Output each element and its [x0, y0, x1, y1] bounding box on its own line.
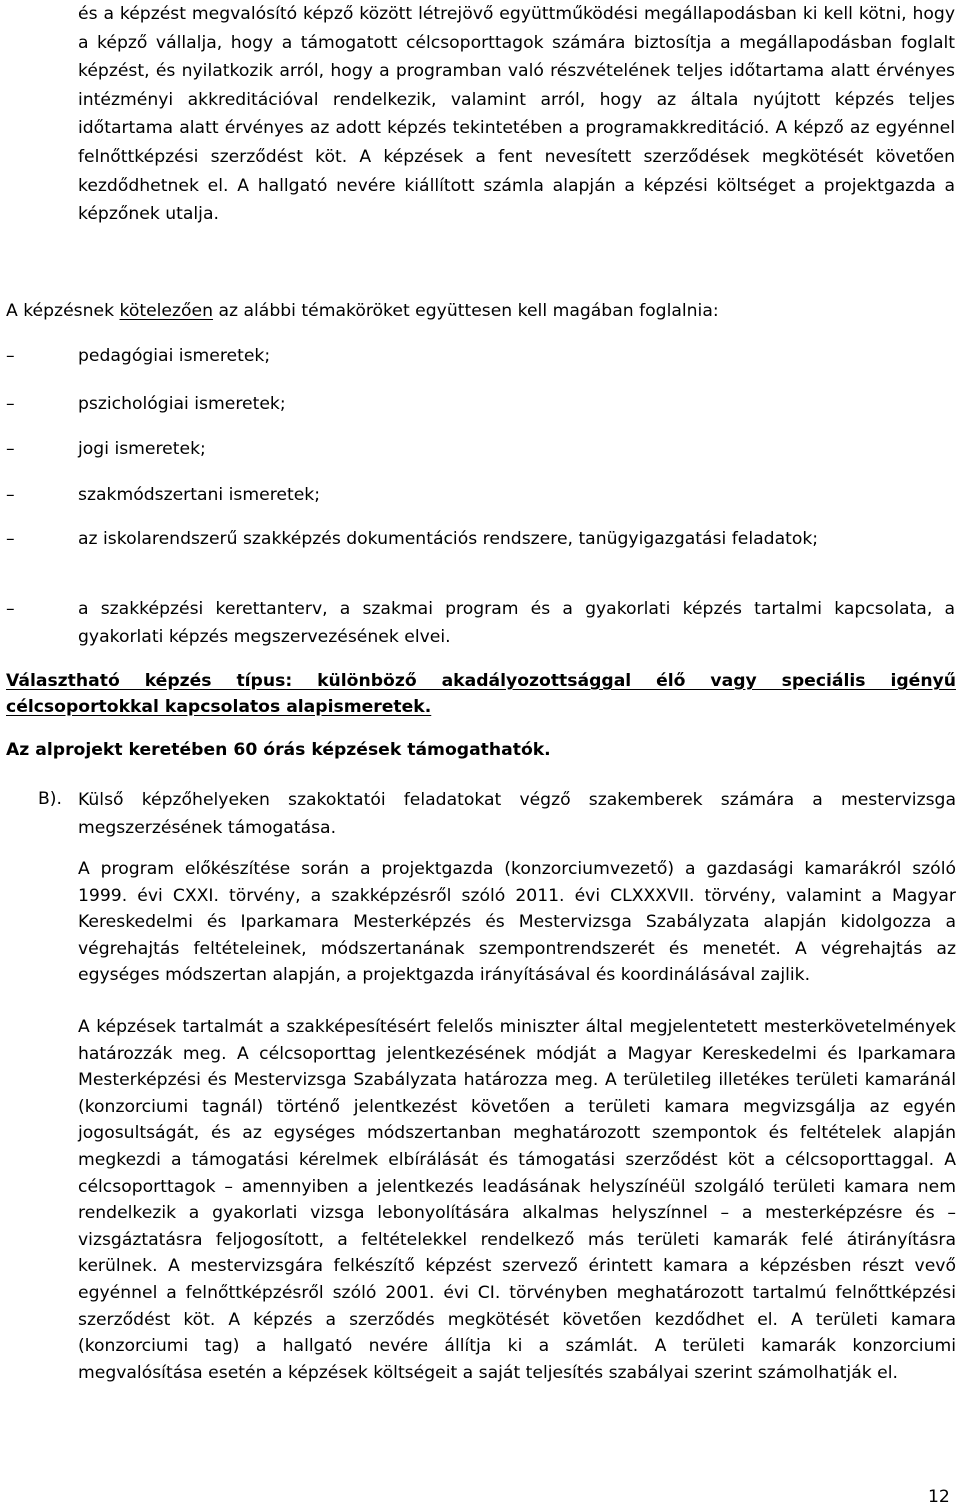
section-b-label: B).: [38, 789, 62, 809]
topic-text: pedagógiai ismeretek;: [78, 346, 271, 366]
dash-bullet: –: [6, 529, 15, 549]
selectable-training-type: Választható képzés típus: különböző akadályozottsággal élő vagy speciális igényű célcsoportokkal kapcsolatos alapismeretek.: [6, 671, 956, 717]
mandatory-text-post: az alábbi témaköröket együttesen kell magában foglalnia:: [213, 301, 719, 321]
topic-text: jogi ismeretek;: [78, 439, 206, 459]
support-note: Az alprojekt keretében 60 órás képzések támogathatók.: [6, 740, 551, 760]
topic-text: szakmódszertani ismeretek;: [78, 485, 321, 505]
section-b-title: Külső képzőhelyeken szakoktatói feladatokat végző szakemberek számára a mestervizsga megszerzésének támogatása.: [78, 790, 956, 838]
mandatory-emphasis: kötelezően: [119, 301, 214, 321]
topic-text: pszichológiai ismeretek;: [78, 394, 286, 414]
mandatory-text-pre: A képzésnek: [6, 301, 120, 321]
dash-bullet: –: [6, 599, 15, 619]
dash-bullet: –: [6, 439, 15, 459]
content-paragraph: A képzések tartalmát a szakképesítésért felelős miniszter által megjelentetett mesterkövetelmények határozzák meg. A célcsoporttag jelentkezésének módját a Magyar Kereskedelmi és Iparkamara Mesterképzési és Mestervizsga Szabályzata határozza meg. A területileg illetékes területi kamaránál (konzorciumi tagnál) történő jelentkezést követően a területi kamara megvizsgálja az egyén jogosultságát, és az egységes módszertanban meghatározott szempontok és feltételek alapján megkezdi a támogatási kérelmek elbírálását és támogatási szerződést köt a célcsoporttaggal. A célcsoporttagok – amennyiben a jelentkezés leadásának helyszínéül szolgáló területi kamara nem rendelkezik a gyakorlati vizsga lebonyolítására alkalmas helyszínnel – a mesterképzésre és –vizsgáztatásra feljogosított, a feltételekkel rendelkező más területi kamarák felé átirányításra kerülnek. A mestervizsgára felkészítő képzést szervező érintett kamara a képzésben részt vevő egyénnel a felnőttképzésről szóló 2001. évi CI. törvényben meghatározott tartalmú felnőttképzési szerződést köt. A képzés a szerződés megkötését követően kezdődhet el. A területi kamara (konzorciumi tag) a hallgató nevére állítja ki a számlát. A területi kamarák konzorciumi megvalósítása esetén a képzések költségeit a saját teljesítés szabályai szerint számolhatják el.: [78, 1017, 956, 1383]
page-number: 12: [928, 1487, 950, 1507]
dash-bullet: –: [6, 485, 15, 505]
dash-bullet: –: [6, 394, 15, 414]
intro-paragraph: és a képzést megvalósító képző között létrejövő együttműködési megállapodásban ki kell kötni, hogy a képző vállalja, hogy a támogatott célcsoporttagok számára biztosítja a megállapodásban foglalt képzést, és nyilatkozik arról, hogy a programban való részvételének teljes időtartama alatt érvényes intézményi akkreditációval rendelkezik, valamint arról, hogy az általa nyújtott képzés teljes időtartama alatt érvényes az adott képzés tekintetében a programakkreditáció. A képző az egyénnel felnőttképzési szerződést köt. A képzések a fent nevesített szerződések megkötését követően kezdődhetnek el. A hallgató nevére kiállított számla alapján a képzési költséget a projektgazda a képzőnek utalja.: [78, 4, 955, 225]
topic-text: a szakképzési kerettanterv, a szakmai program és a gyakorlati képzés tartalmi kapcsolata, a gyakorlati képzés megszervezésének elvei.: [78, 599, 955, 647]
mandatory-topics-intro: [6, 296, 955, 326]
topic-text: az iskolarendszerű szakképzés dokumentációs rendszere, tanügyigazgatási feladatok;: [78, 529, 819, 549]
program-paragraph: A program előkészítése során a projektgazda (konzorciumvezető) a gazdasági kamarákról szóló 1999. évi CXXI. törvény, a szakképzésről szóló 2011. évi CLXXXVII. törvény, valamint a Magyar Kereskedelmi és Iparkamara Mesterképzés és Mestervizsga Szabályzata alapján kidolgozza a végrehajtás feltételeinek, módszertanának szempontrendszerét és menetét. A végrehajtás az egységes módszertan alapján, a projektgazda irányításával és koordinálásával zajlik.: [78, 859, 956, 986]
dash-bullet: –: [6, 346, 15, 366]
